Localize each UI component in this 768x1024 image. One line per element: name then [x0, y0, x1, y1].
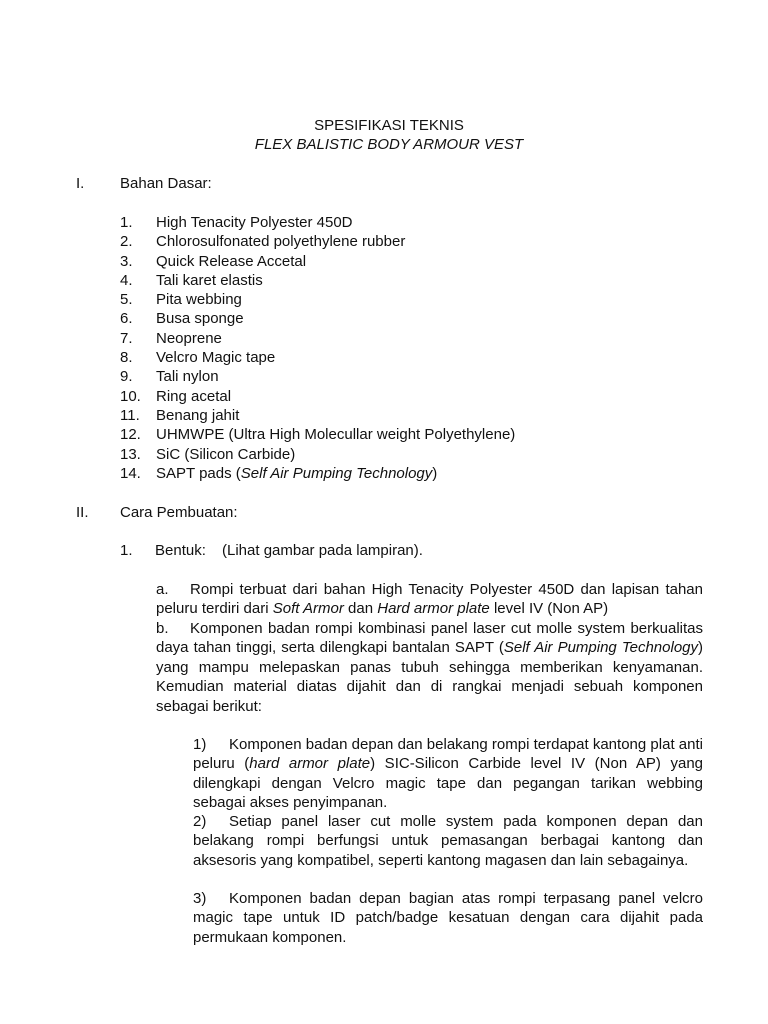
section-2-heading: Cara Pembuatan: — [120, 504, 238, 521]
list-item-text — [156, 464, 437, 483]
list-item-text: SiC (Silicon Carbide) — [156, 445, 296, 463]
subparagraph-marker: 3) — [193, 890, 207, 907]
subparagraph-marker: 1) — [193, 736, 207, 753]
list-item — [120, 290, 515, 309]
paragraph-marker: b. — [156, 620, 169, 637]
subparagraph-marker: 2) — [193, 813, 207, 830]
list-item-text: High Tenacity Polyester 450D — [156, 214, 353, 231]
list-item — [120, 406, 515, 425]
list-item — [120, 213, 515, 232]
list-item-text: Ring acetal — [156, 387, 232, 405]
subparagraph-2 — [193, 812, 703, 870]
paragraph-text: Rompi terbuat dari bahan High Tenacity Polyester 450D dan lapisan tahan peluru terdiri dari — [156, 581, 703, 618]
paragraph-text: Komponen badan rompi kombinasi panel laser cut molle system berkualitas daya tahan tinggi, serta dilengkapi bantalan SAPT ( — [156, 620, 703, 657]
list-item-number: 14. — [120, 464, 141, 482]
list-item — [120, 445, 515, 464]
subparagraph-italic: hard armor plate — [249, 755, 371, 773]
list-item-text: Busa sponge — [156, 310, 244, 328]
list-item-text-italic: Self Air Pumping Technology — [240, 464, 433, 482]
list-item-number: 12. — [120, 426, 141, 444]
list-item-text: UHMWPE (Ultra High Molecullar weight Polyethylene) — [156, 426, 516, 444]
subparagraph-text: Setiap panel laser cut molle system pada komponen depan dan belakang rompi berfungsi untuk pemasangan berbagai kantong dan aksesoris yang kompatibel, seperti kantong magasen dan lain sebagainya. — [193, 813, 703, 869]
document-title: SPESIFIKASI TEKNIS — [314, 117, 464, 134]
list-item-number: 9. — [120, 368, 133, 386]
list-item — [120, 464, 515, 483]
list-item — [120, 271, 515, 290]
subparagraph-text: ) SIC-Silicon Carbide level IV (Non AP) yang dilengkapi dengan Velcro magic tape dan pegangan tarikan webbing sebagai akses penyimpanan. — [193, 755, 704, 812]
subparagraph-3 — [193, 889, 703, 947]
list-item-text: Velcro Magic tape — [156, 349, 276, 367]
list-item-text-end: ) — [432, 464, 438, 482]
subparagraph-text: Komponen badan depan dan belakang rompi terdapat kantong plat anti peluru ( — [193, 736, 703, 773]
paragraph-text: dan — [343, 600, 378, 618]
list-item-number: 13. — [120, 445, 141, 463]
section-1-heading: Bahan Dasar: — [120, 175, 212, 192]
paragraph-marker: a. — [156, 581, 169, 598]
paragraph-b — [156, 619, 703, 716]
list-item-number: 5. — [120, 291, 133, 309]
list-item-number: 4. — [120, 271, 133, 289]
list-item-number: 11. — [120, 406, 140, 424]
paragraph-italic: Self Air Pumping Technology — [503, 639, 699, 657]
paragraph-a — [156, 580, 703, 619]
paragraph-italic: Soft Armor — [272, 600, 344, 618]
list-item-text: Tali karet elastis — [156, 271, 263, 289]
list-item-text: Neoprene — [156, 329, 222, 347]
list-item-number: 2. — [120, 233, 133, 251]
subparagraph-text: Komponen badan depan bagian atas rompi terpasang panel velcro magic tape untuk ID patch/badge kesatuan dengan cara dijahit pada permukaan komponen. — [193, 890, 703, 946]
list-item-number: 7. — [120, 329, 133, 347]
list-item — [120, 348, 515, 367]
list-item-number: 1. — [120, 214, 133, 231]
list-item-text: Tali nylon — [156, 368, 219, 386]
list-item-text: Chlorosulfonated polyethylene rubber — [156, 233, 406, 251]
list-item — [120, 252, 515, 271]
list-item — [120, 387, 515, 406]
list-item-text-start: SAPT pads ( — [156, 464, 241, 482]
paragraph-italic: Hard armor plate — [377, 600, 490, 618]
section-1-number: I. — [76, 175, 85, 192]
paragraph-text: ) yang mampu melepaskan panas tubuh sehingga memberikan kenyamanan. Kemudian material diatas dijahit dan di rangkai menjadi sebuah komponen sebagai berikut: — [156, 639, 704, 715]
list-item — [120, 425, 515, 444]
list-item-text: Benang jahit — [156, 406, 240, 424]
subsection-number: 1. — [120, 542, 133, 559]
section-2-number: II. — [76, 504, 89, 521]
subparagraph-1 — [193, 735, 703, 813]
list-item-text: Pita webbing — [156, 291, 242, 309]
list-item-number: 8. — [120, 349, 133, 367]
list-item — [120, 367, 515, 386]
list-item-number: 6. — [120, 310, 133, 328]
list-item — [120, 232, 515, 251]
subsection-text: (Lihat gambar pada lampiran). — [222, 542, 423, 559]
list-item — [120, 329, 515, 348]
subsection-bentuk — [120, 541, 423, 560]
materials-list — [120, 213, 515, 483]
paragraph-text: level IV (Non AP) — [489, 600, 609, 618]
list-item-number: 3. — [120, 252, 133, 270]
list-item-text: Quick Release Accetal — [156, 252, 307, 270]
subsection-label: Bentuk: — [155, 542, 206, 559]
list-item — [120, 309, 515, 328]
list-item-number: 10. — [120, 387, 141, 405]
document-subtitle: FLEX BALISTIC BODY ARMOUR VEST — [254, 136, 524, 153]
